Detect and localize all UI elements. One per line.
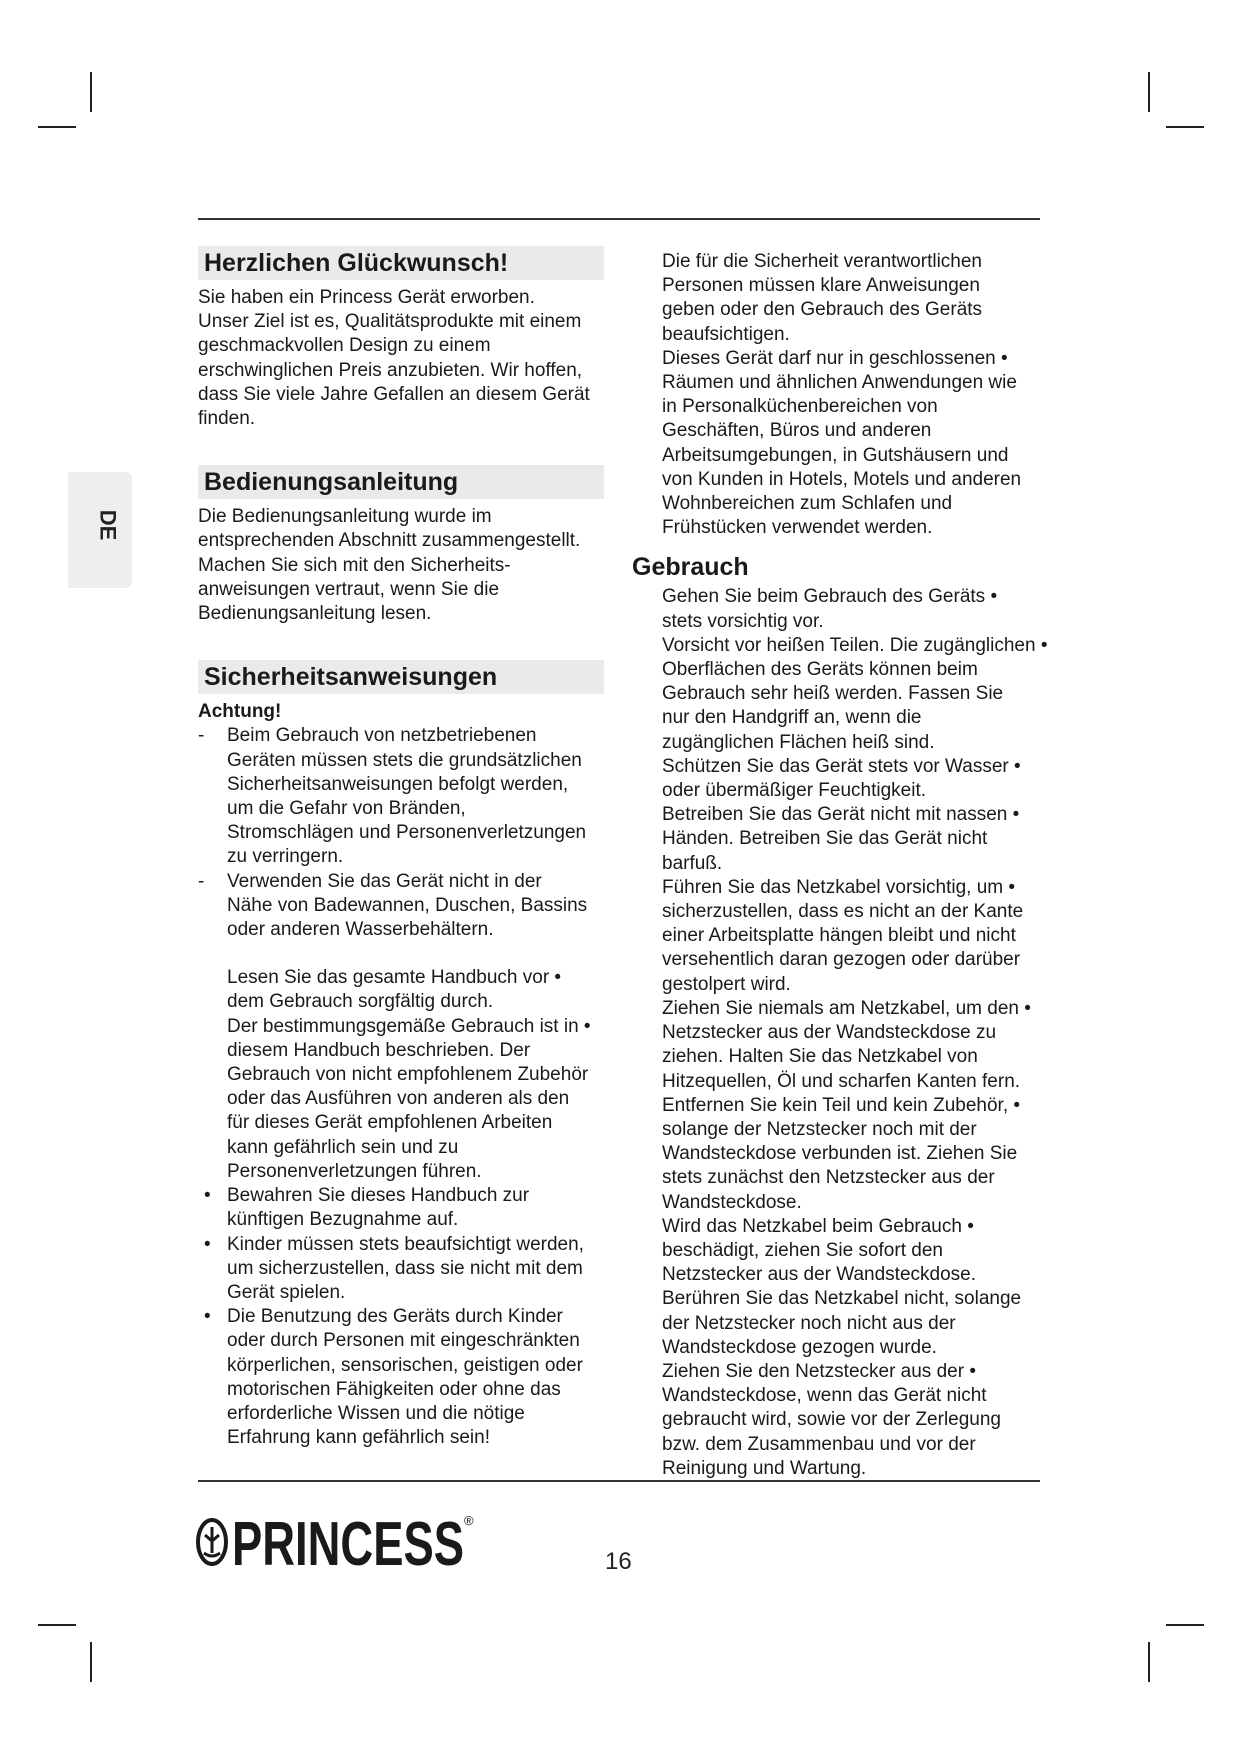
text-line: gebraucht wird, sowie vor der Zerlegung [662,1409,1002,1431]
text-line: beschädigt, ziehen Sie sofort den [662,1239,943,1261]
text-line: Wandsteckdose gezogen wurde. [662,1336,937,1358]
section-heading-congrats: Herzlichen Glückwunsch! [198,246,604,280]
text-line: dem Gebrauch sorgfältig durch. [227,991,494,1013]
text-line: Sie haben ein Princess Gerät erworben. [198,287,535,308]
text-line: Machen Sie sich mit den Sicherheits- [198,554,511,576]
text-line: bzw. dem Zusammenbau und vor der [662,1433,976,1455]
text-line: Gebrauch sehr heiß werden. Fassen Sie [662,683,1004,705]
text-line: stets vorsichtig vor. [662,610,824,632]
brand-wordmark: PRINCESS [232,1510,464,1575]
text-line: Wird das Netzkabel beim Gebrauch • [662,1215,974,1237]
text-line: Schützen Sie das Gerät stets vor Wasser • [662,755,1021,777]
text-line: geschmackvollen Design zu einem [198,335,491,357]
text-line: Netzstecker aus der Wandsteckdose zu [662,1022,997,1044]
text-line: Wohnbereichen zum Schlafen und [662,493,953,515]
section-heading-manual: Bedienungsanleitung [198,465,604,499]
text-line: Kinder müssen stets beaufsichtigt werden, [227,1233,584,1255]
text-line: um die Gefahr von Bränden, [227,798,466,820]
text-line: Wandsteckdose. [662,1191,802,1213]
intro-text [632,250,1082,540]
text-line: Der bestimmungsgemäße Gebrauch ist in • [227,1015,591,1037]
dash-item [198,724,618,869]
dash-marker: - [198,725,205,747]
text-line: von Kunden in Hotels, Motels und anderen [662,468,1022,490]
text-line: beaufsichtigen. [662,323,790,345]
bullet-item [198,1305,618,1450]
text-line: gestolpert wird. [662,973,791,995]
text-line: ziehen. Halten Sie das Netzkabel von [662,1046,978,1068]
crown-emblem-icon [198,1520,226,1564]
text-line: zu verringern. [227,846,344,868]
section-heading-safety: Sicherheitsanweisungen [198,660,604,694]
manual-text [198,505,618,626]
text-line: erschwinglichen Preis anzubieten. Wir hoffen, [198,359,583,381]
crop-mark [90,72,92,112]
text-line: Wandsteckdose, wenn das Gerät nicht [662,1385,987,1407]
registered-mark: ® [464,1513,474,1528]
text-line: Vorsicht vor heißen Teilen. Die zugänglichen • [662,634,1048,656]
crop-mark [90,1642,92,1682]
text-line: sicherzustellen, dass es nicht an der Kante [662,901,1024,923]
text-line: stets zunächst den Netzstecker aus der [662,1167,995,1189]
text-line: Lesen Sie das gesamte Handbuch vor • [227,967,562,989]
top-rule [198,218,1040,220]
text-line: motorischen Fähigkeiten oder ohne das [227,1378,561,1400]
text-line: zugänglichen Flächen heiß sind. [662,731,935,753]
text-line: barfuß. [662,852,723,874]
bullet-marker: • [204,1185,211,1207]
text-line: Räumen und ähnlichen Anwendungen wie [662,372,1017,394]
crop-mark [1166,1624,1204,1626]
bullet-marker: • [204,1233,211,1255]
text-line: Reinigung und Wartung. [662,1457,867,1479]
text-line: Hitzequellen, Öl und scharfen Kanten fern. [662,1070,1021,1092]
text-line: Gerät spielen. [227,1281,346,1303]
text-line: Frühstücken verwendet werden. [662,517,933,539]
dash-marker: - [198,870,205,892]
text-line: Geschäften, Büros und anderen [662,420,932,442]
text-line: Gebrauch von nicht empfohlenem Zubehör [227,1064,589,1086]
text-line: Unser Ziel ist es, Qualitätsprodukte mit einem [198,311,582,333]
bullet-item [198,1184,618,1232]
text-line: erforderliche Wissen und die nötige [227,1402,525,1424]
text-line: dass Sie viele Jahre Gefallen an diesem Gerät [198,383,590,405]
text-line: oder übermäßiger Feuchtigkeit. [662,780,927,802]
text-line: Verwenden Sie das Gerät nicht in der [227,870,542,892]
text-line: kann gefährlich sein und zu [227,1136,459,1158]
text-line: Netzstecker aus der Wandsteckdose. [662,1264,976,1286]
crop-mark [38,1624,76,1626]
text-line: Die Benutzung des Geräts durch Kinder [227,1306,563,1328]
text-line: körperlichen, sensorischen, geistigen oder [227,1354,583,1376]
text-line: für dieses Gerät empfohlenen Arbeiten [227,1112,553,1134]
text-line: finden. [198,408,256,430]
plain-paragraph [198,966,618,1184]
text-line: oder durch Personen mit eingeschränkten [227,1330,580,1352]
text-line: solange der Netzstecker noch mit der [662,1118,977,1140]
language-label: DE [95,509,121,541]
crop-mark [1166,126,1204,128]
page-number: 16 [605,1548,632,1575]
text-line: Nähe von Badewannen, Duschen, Bassins [227,894,588,916]
text-line: in Personalküchenbereichen von [662,396,938,418]
text-line: Oberflächen des Geräts können beim [662,659,978,681]
text-line: versehentlich daran gezogen oder darüber [662,949,1021,971]
text-line: Erfahrung kann gefährlich sein! [227,1427,490,1449]
princess-logo [196,1505,476,1575]
text-line: Die für die Sicherheit verantwortlichen [662,251,982,272]
text-line: Bedienungsanleitung lesen. [198,603,432,625]
crop-mark [1148,1642,1150,1682]
text-line: nur den Handgriff an, wenn die [662,707,922,729]
text-line: entsprechenden Abschnitt zusammengestellt. [198,530,581,552]
text-line: Stromschlägen und Personenverletzungen [227,822,587,844]
text-line: Arbeitsumgebungen, in Gutshäusern und [662,444,1009,466]
text-line: oder anderen Wasserbehältern. [227,919,494,941]
text-line: Berühren Sie das Netzkabel nicht, solange [662,1288,1022,1310]
left-column [198,246,618,1450]
language-tab [68,472,132,588]
warning-subtitle: Achtung! [198,701,282,723]
dash-item [198,870,618,943]
text-line: künftigen Bezugnahme auf. [227,1209,459,1231]
section-heading-usage: Gebrauch [632,553,749,582]
text-line: Führen Sie das Netzkabel vorsichtig, um • [662,876,1016,898]
text-line: Gehen Sie beim Gebrauch des Geräts • [662,586,998,608]
bullet-item [198,1233,618,1306]
text-line: Dieses Gerät darf nur in geschlossenen • [662,347,1008,369]
text-line: Ziehen Sie den Netzstecker aus der • [662,1360,976,1382]
text-line: um sicherzustellen, dass sie nicht mit dem [227,1257,583,1279]
text-line: einer Arbeitsplatte hängen bleibt und nicht [662,925,1016,947]
crop-mark [38,126,76,128]
usage-text [632,585,1082,1481]
text-line: Geräten müssen stets die grundsätzlichen [227,749,582,771]
text-line: Personenverletzungen führen. [227,1160,482,1182]
text-line: Bewahren Sie dieses Handbuch zur [227,1185,530,1207]
crop-mark [1148,72,1150,112]
congrats-text [198,286,618,431]
text-line: Betreiben Sie das Gerät nicht mit nassen • [662,804,1020,826]
text-line: Die Bedienungsanleitung wurde im [198,506,492,528]
text-line: Wandsteckdose verbunden ist. Ziehen Sie [662,1143,1018,1165]
text-line: der Netzstecker noch nicht aus der [662,1312,956,1334]
text-line: oder das Ausführen von anderen als den [227,1088,570,1110]
text-line: Beim Gebrauch von netzbetriebenen [227,725,537,747]
text-line: geben oder den Gebrauch des Geräts [662,299,983,321]
text-line: anweisungen vertraut, wenn Sie die [198,578,500,600]
right-column [632,250,1082,1481]
text-line: diesem Handbuch beschrieben. Der [227,1039,531,1061]
text-line: Ziehen Sie niemals am Netzkabel, um den • [662,997,1031,1019]
text-line: Händen. Betreiben Sie das Gerät nicht [662,828,988,850]
bullet-marker: • [204,1306,211,1328]
text-line: Personen müssen klare Anweisungen [662,275,980,297]
text-line: Sicherheitsanweisungen befolgt werden, [227,773,569,795]
text-line: Entfernen Sie kein Teil und kein Zubehör, • [662,1094,1021,1116]
